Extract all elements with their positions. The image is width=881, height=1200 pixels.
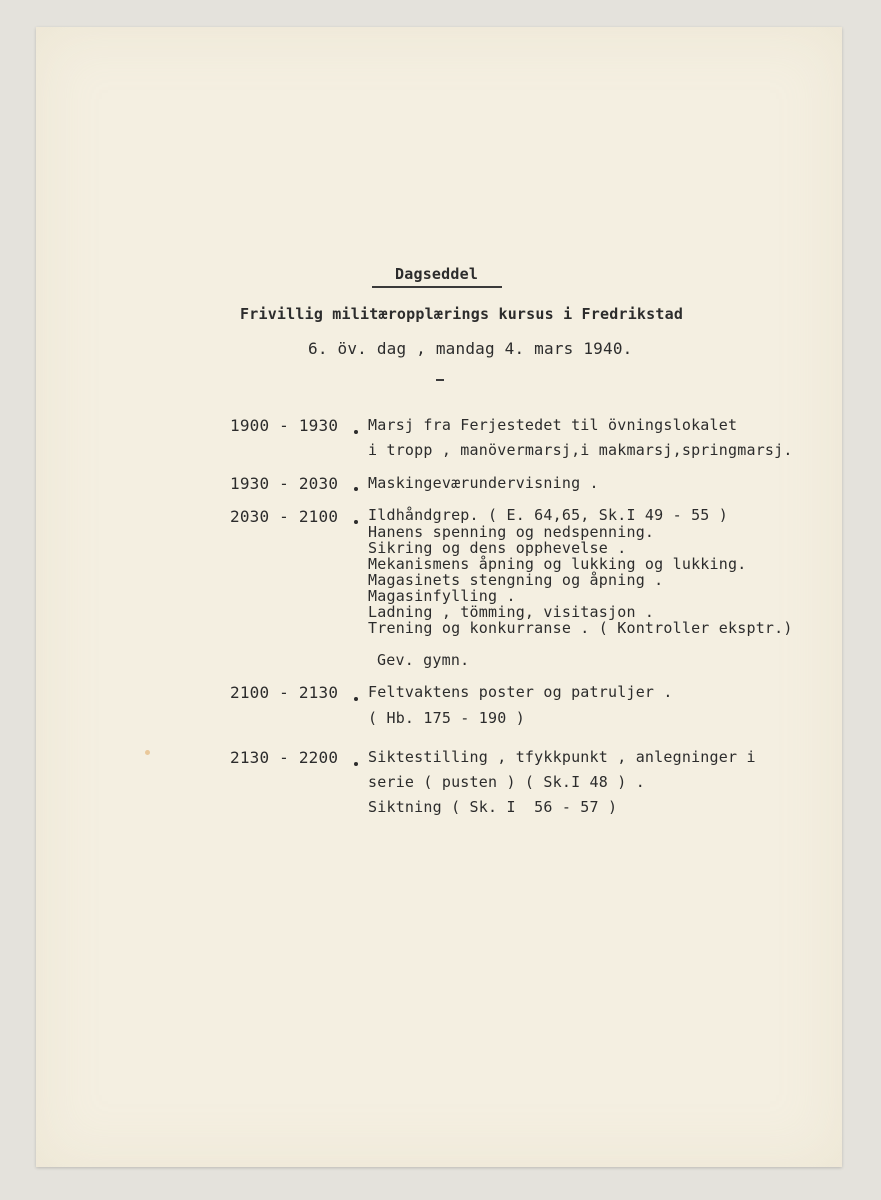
entry-bullet xyxy=(354,430,358,434)
schedule-time: 2030 - 2100 xyxy=(230,507,339,526)
schedule-line: Siktning ( Sk. I 56 - 57 ) xyxy=(368,798,618,816)
entry-bullet xyxy=(354,762,358,766)
schedule-line: Feltvaktens poster og patruljer . xyxy=(368,683,673,701)
schedule-line: i tropp , manövermarsj,i makmarsj,springmarsj. xyxy=(368,441,793,459)
schedule-note: Gev. gymn. xyxy=(377,651,470,669)
document-dateline: 6. öv. dag , mandag 4. mars 1940. xyxy=(308,339,633,358)
schedule-time: 1930 - 2030 xyxy=(230,474,339,493)
entry-bullet xyxy=(354,487,358,491)
schedule-line: Mekanismens åpning og lukking og lukking. xyxy=(368,555,747,573)
schedule-line: Ladning , tömming, visitasjon . xyxy=(368,603,655,621)
title-underline xyxy=(372,286,502,288)
schedule-time: 1900 - 1930 xyxy=(230,416,339,435)
schedule-line: Hanens spenning og nedspenning. xyxy=(368,523,655,541)
document-title: Dagseddel xyxy=(395,265,479,283)
separator-dash xyxy=(436,379,444,381)
schedule-line: ( Hb. 175 - 190 ) xyxy=(368,709,525,727)
document-subtitle: Frivillig militæropplærings kursus i Fredrikstad xyxy=(240,305,684,323)
schedule-line: Maskingeværundervisning . xyxy=(368,474,599,492)
schedule-line: Siktestilling , tfykkpunkt , anlegninger i xyxy=(368,748,756,766)
schedule-line: Marsj fra Ferjestedet til övningslokalet xyxy=(368,416,738,434)
schedule-time: 2130 - 2200 xyxy=(230,748,339,767)
schedule-line: Magasinfylling . xyxy=(368,587,516,605)
schedule-line: Sikring og dens opphevelse . xyxy=(368,539,627,557)
schedule-time: 2100 - 2130 xyxy=(230,683,339,702)
schedule-line: Trening og konkurranse . ( Kontroller eksptr.) xyxy=(368,619,793,637)
schedule-line: Ildhåndgrep. ( E. 64,65, Sk.I 49 - 55 ) xyxy=(368,506,728,524)
schedule-line: Magasinets stengning og åpning . xyxy=(368,571,664,589)
entry-bullet xyxy=(354,520,358,524)
entry-bullet xyxy=(354,697,358,701)
paper-stain xyxy=(145,750,150,755)
schedule-line: serie ( pusten ) ( Sk.I 48 ) . xyxy=(368,773,645,791)
